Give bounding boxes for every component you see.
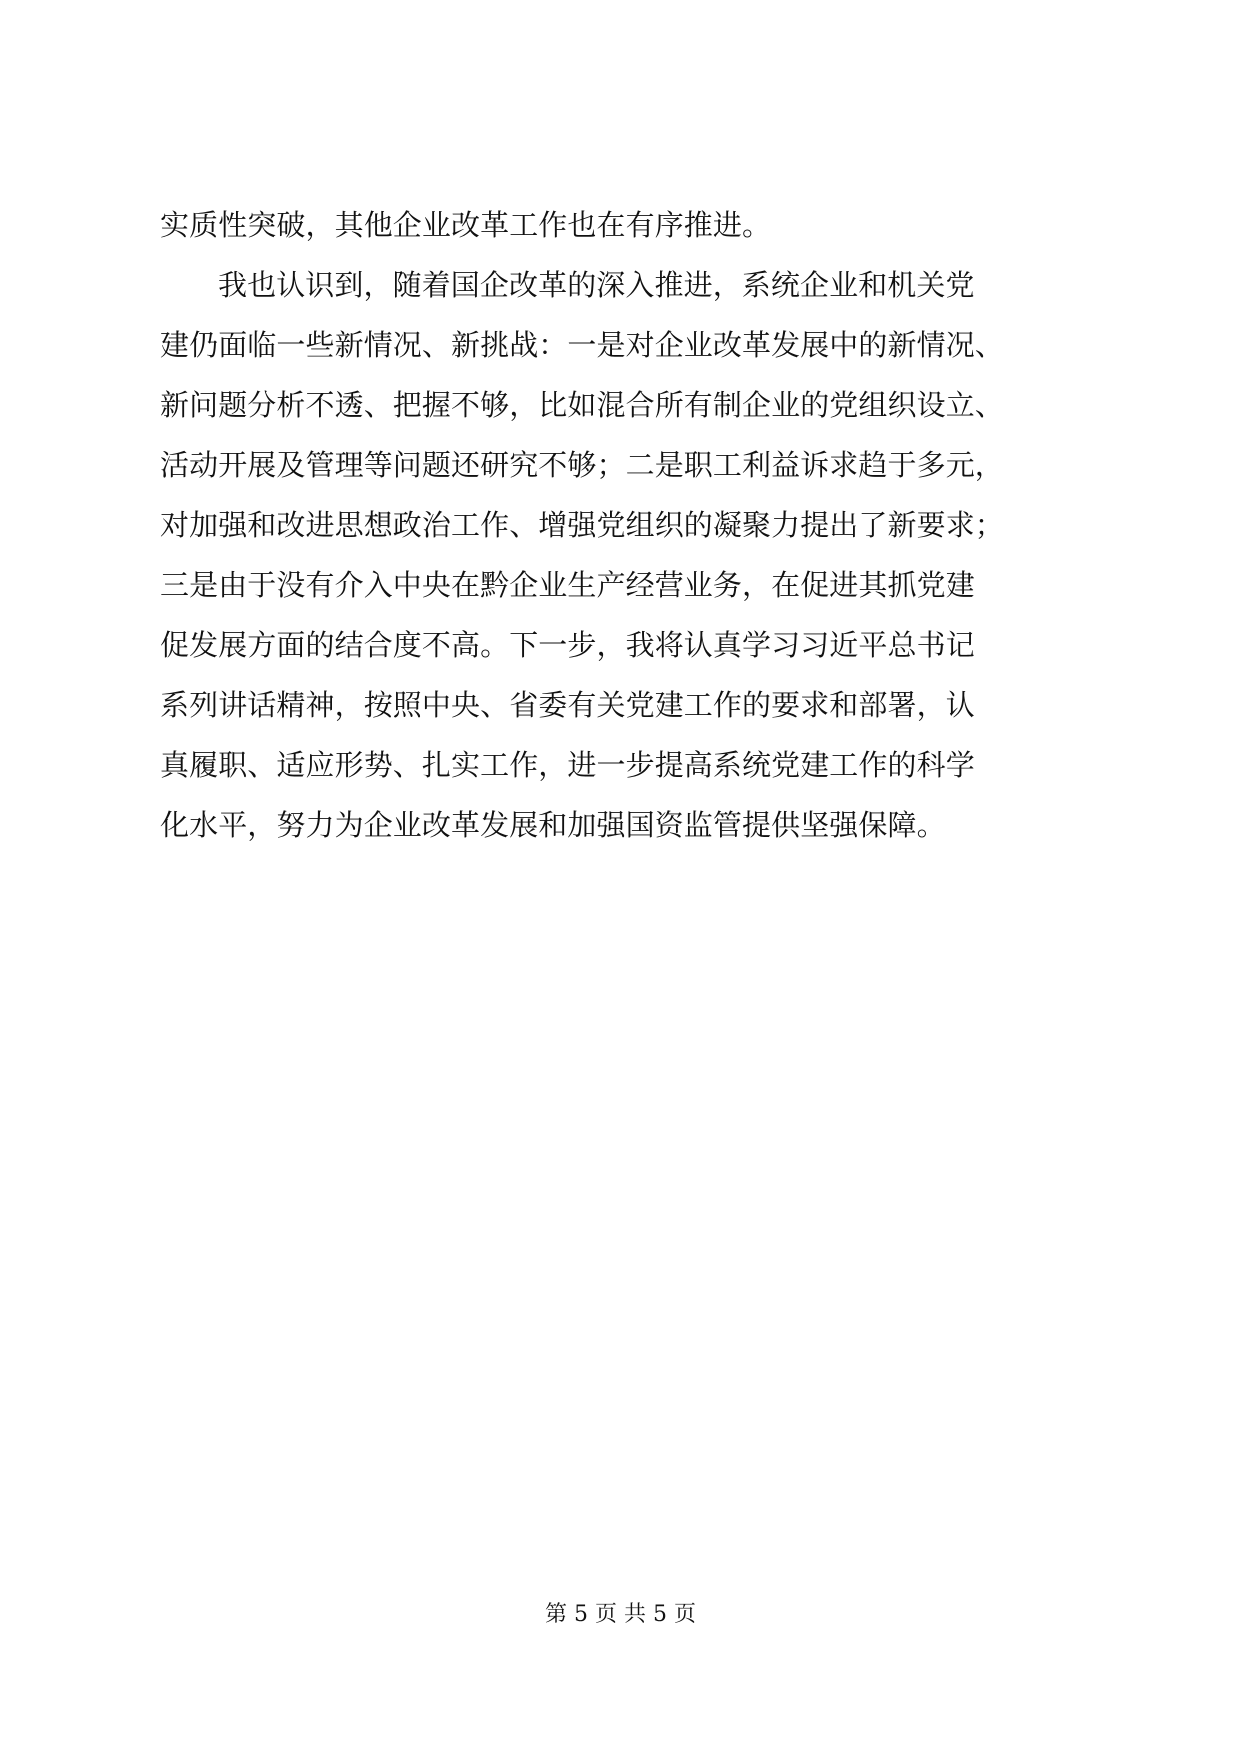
text-line-3: 建仍面临一些新情况、新挑战：一是对企业改革发展中的新情况、 [160, 328, 1004, 362]
text-line-8: 促发展方面的结合度不高。下一步，我将认真学习习近平总书记 [160, 628, 975, 662]
text-line-7: 三是由于没有介入中央在黔企业生产经营业务，在促进其抓党建 [160, 568, 975, 602]
text-line-5: 活动开展及管理等问题还研究不够；二是职工利益诉求趋于多元， [160, 448, 1004, 482]
text-line-10: 真履职、适应形势、扎实工作，进一步提高系统党建工作的科学 [160, 748, 975, 782]
text-line-1: 实质性突破，其他企业改革工作也在有序推进。 [160, 208, 772, 242]
page-number-label: 第 5 页 共 5 页 [545, 1602, 696, 1627]
text-line-9: 系列讲话精神，按照中央、省委有关党建工作的要求和部署，认 [160, 688, 975, 722]
text-line-6: 对加强和改进思想政治工作、增强党组织的凝聚力提出了新要求； [160, 508, 1004, 542]
text-line-11: 化水平，努力为企业改革发展和加强国资监管提供坚强保障。 [160, 808, 946, 842]
text-line-2: 我也认识到，随着国企改革的深入推进，系统企业和机关党 [218, 268, 975, 302]
page-footer [0, 1600, 1241, 1630]
text-line-4: 新问题分析不透、把握不够，比如混合所有制企业的党组织设立、 [160, 388, 1004, 422]
